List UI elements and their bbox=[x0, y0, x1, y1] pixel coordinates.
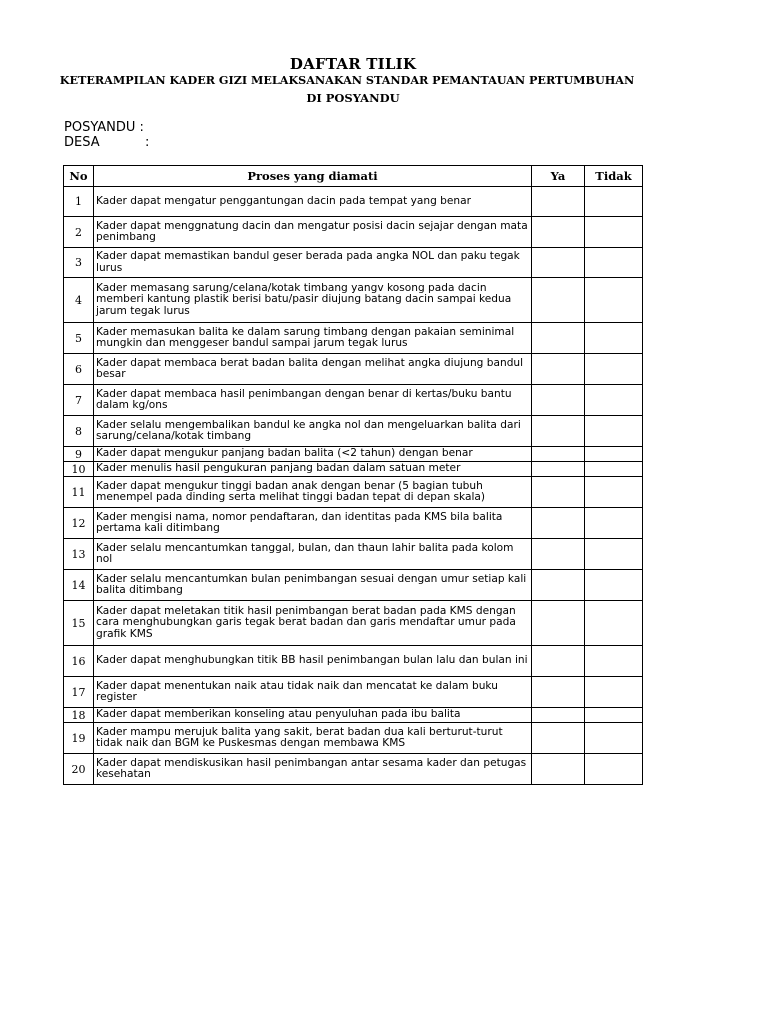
tidak-checkbox-cell[interactable] bbox=[585, 462, 643, 477]
ya-checkbox-cell[interactable] bbox=[532, 217, 585, 248]
row-description: Kader selalu mencantumkan bulan penimbangan sesuai dengan umur setiap kali balita ditimbang bbox=[94, 570, 532, 601]
row-description: Kader dapat memastikan bandul geser berada pada angka NOL dan paku tegak lurus bbox=[94, 248, 532, 278]
document-subtitle bbox=[52, 73, 642, 87]
table-row bbox=[64, 385, 643, 416]
tidak-checkbox-cell[interactable] bbox=[585, 570, 643, 601]
tidak-checkbox-cell[interactable] bbox=[585, 447, 643, 462]
row-number: 16 bbox=[64, 646, 94, 677]
table-row bbox=[64, 323, 643, 354]
desa-label: DESA bbox=[64, 135, 100, 150]
table-row bbox=[64, 447, 643, 462]
row-description: Kader dapat menghubungkan titik BB hasil penimbangan bulan lalu dan bulan ini bbox=[94, 646, 532, 677]
table-row bbox=[64, 508, 643, 539]
row-description: Kader dapat mengatur penggantungan dacin pada tempat yang benar bbox=[94, 187, 532, 217]
header-tidak: Tidak bbox=[585, 166, 643, 187]
ya-checkbox-cell[interactable] bbox=[532, 601, 585, 646]
tidak-checkbox-cell[interactable] bbox=[585, 187, 643, 217]
table-row bbox=[64, 723, 643, 754]
row-description: Kader dapat mengukur tinggi badan anak dengan benar (5 bagian tubuh menempel pada dinding serta melihat tinggi badan tepat di depan skala) bbox=[94, 477, 532, 508]
tidak-checkbox-cell[interactable] bbox=[585, 723, 643, 754]
ya-checkbox-cell[interactable] bbox=[532, 416, 585, 447]
ya-checkbox-cell[interactable] bbox=[532, 187, 585, 217]
checklist-table bbox=[63, 165, 643, 785]
table-row bbox=[64, 570, 643, 601]
row-description: Kader selalu mencantumkan tanggal, bulan, dan thaun lahir balita pada kolom nol bbox=[94, 539, 532, 570]
tidak-checkbox-cell[interactable] bbox=[585, 708, 643, 723]
ya-checkbox-cell[interactable] bbox=[532, 677, 585, 708]
posyandu-label: POSYANDU : bbox=[64, 120, 144, 135]
row-number: 14 bbox=[64, 570, 94, 601]
table-header-row bbox=[64, 166, 643, 187]
table-row bbox=[64, 462, 643, 477]
row-description: Kader mampu merujuk balita yang sakit, berat badan dua kali berturut-turut tidak naik dan BGM ke Puskesmas dengan membawa KMS bbox=[94, 723, 532, 754]
tidak-checkbox-cell[interactable] bbox=[585, 248, 643, 278]
row-number: 13 bbox=[64, 539, 94, 570]
header-ya: Ya bbox=[532, 166, 585, 187]
ya-checkbox-cell[interactable] bbox=[532, 754, 585, 785]
ya-checkbox-cell[interactable] bbox=[532, 278, 585, 323]
table-row bbox=[64, 601, 643, 646]
table-row bbox=[64, 278, 643, 323]
row-description: Kader dapat mendiskusikan hasil penimbangan antar sesama kader dan petugas kesehatan bbox=[94, 754, 532, 785]
row-number: 20 bbox=[64, 754, 94, 785]
table-row bbox=[64, 354, 643, 385]
row-description: Kader memasang sarung/celana/kotak timbang yangv kosong pada dacin memberi kantung plastik berisi batu/pasir diujung batang dacin sampai kedua jarum tegak lurus bbox=[94, 278, 532, 323]
tidak-checkbox-cell[interactable] bbox=[585, 508, 643, 539]
row-description: Kader menulis hasil pengukuran panjang badan dalam satuan meter bbox=[94, 462, 532, 477]
row-description: Kader dapat meletakan titik hasil penimbangan berat badan pada KMS dengan cara menghubungkan garis tegak berat badan dan garis mendaftar umur pada grafik KMS bbox=[94, 601, 532, 646]
ya-checkbox-cell[interactable] bbox=[532, 539, 585, 570]
ya-checkbox-cell[interactable] bbox=[532, 570, 585, 601]
row-description: Kader dapat membaca hasil penimbangan dengan benar di kertas/buku bantu dalam kg/ons bbox=[94, 385, 532, 416]
tidak-checkbox-cell[interactable] bbox=[585, 416, 643, 447]
header-no: No bbox=[64, 166, 94, 187]
tidak-checkbox-cell[interactable] bbox=[585, 354, 643, 385]
desa-colon: : bbox=[145, 135, 150, 150]
row-description: Kader dapat menggnatung dacin dan mengatur posisi dacin sejajar dengan mata penimbang bbox=[94, 217, 532, 248]
ya-checkbox-cell[interactable] bbox=[532, 477, 585, 508]
table-row bbox=[64, 416, 643, 447]
tidak-checkbox-cell[interactable] bbox=[585, 754, 643, 785]
row-number: 12 bbox=[64, 508, 94, 539]
document-subtitle-line2: DI POSYANDU bbox=[306, 91, 400, 105]
row-description: Kader mengisi nama, nomor pendaftaran, dan identitas pada KMS bila balita pertama kali ditimbang bbox=[94, 508, 532, 539]
table-row bbox=[64, 754, 643, 785]
row-description: Kader dapat menentukan naik atau tidak naik dan mencatat ke dalam buku register bbox=[94, 677, 532, 708]
header-proses: Proses yang diamati bbox=[94, 166, 532, 187]
table-row bbox=[64, 217, 643, 248]
tidak-checkbox-cell[interactable] bbox=[585, 601, 643, 646]
desa-field bbox=[64, 135, 150, 150]
ya-checkbox-cell[interactable] bbox=[532, 354, 585, 385]
table-row bbox=[64, 708, 643, 723]
ya-checkbox-cell[interactable] bbox=[532, 723, 585, 754]
row-number: 6 bbox=[64, 354, 94, 385]
row-number: 8 bbox=[64, 416, 94, 447]
row-number: 4 bbox=[64, 278, 94, 323]
table-row bbox=[64, 248, 643, 278]
row-description: Kader selalu mengembalikan bandul ke angka nol dan mengeluarkan balita dari sarung/celana/kotak timbang bbox=[94, 416, 532, 447]
table-row bbox=[64, 677, 643, 708]
table-row bbox=[64, 187, 643, 217]
ya-checkbox-cell[interactable] bbox=[532, 447, 585, 462]
document-title: DAFTAR TILIK bbox=[289, 55, 417, 73]
row-number: 3 bbox=[64, 248, 94, 278]
tidak-checkbox-cell[interactable] bbox=[585, 677, 643, 708]
table-row bbox=[64, 539, 643, 570]
row-description: Kader dapat mengukur panjang badan balita (<2 tahun) dengan benar bbox=[94, 447, 532, 462]
row-number: 10 bbox=[64, 462, 94, 477]
row-number: 2 bbox=[64, 217, 94, 248]
tidak-checkbox-cell[interactable] bbox=[585, 385, 643, 416]
ya-checkbox-cell[interactable] bbox=[532, 508, 585, 539]
tidak-checkbox-cell[interactable] bbox=[585, 646, 643, 677]
tidak-checkbox-cell[interactable] bbox=[585, 477, 643, 508]
tidak-checkbox-cell[interactable] bbox=[585, 323, 643, 354]
row-number: 15 bbox=[64, 601, 94, 646]
row-number: 1 bbox=[64, 187, 94, 217]
row-number: 11 bbox=[64, 477, 94, 508]
document-subtitle-text: KETERAMPILAN KADER GIZI MELAKSANAKAN STANDAR PEMANTAUAN PERTUMBUHAN bbox=[59, 73, 635, 87]
row-description: Kader dapat membaca berat badan balita dengan melihat angka diujung bandul besar bbox=[94, 354, 532, 385]
row-number: 5 bbox=[64, 323, 94, 354]
ya-checkbox-cell[interactable] bbox=[532, 708, 585, 723]
row-number: 19 bbox=[64, 723, 94, 754]
row-number: 9 bbox=[64, 447, 94, 462]
ya-checkbox-cell[interactable] bbox=[532, 462, 585, 477]
tidak-checkbox-cell[interactable] bbox=[585, 539, 643, 570]
ya-checkbox-cell[interactable] bbox=[532, 248, 585, 278]
ya-checkbox-cell[interactable] bbox=[532, 323, 585, 354]
tidak-checkbox-cell[interactable] bbox=[585, 217, 643, 248]
table-row bbox=[64, 646, 643, 677]
table-row bbox=[64, 477, 643, 508]
tidak-checkbox-cell[interactable] bbox=[585, 278, 643, 323]
row-number: 7 bbox=[64, 385, 94, 416]
row-number: 17 bbox=[64, 677, 94, 708]
posyandu-field bbox=[64, 120, 144, 135]
ya-checkbox-cell[interactable] bbox=[532, 646, 585, 677]
row-number: 18 bbox=[64, 708, 94, 723]
ya-checkbox-cell[interactable] bbox=[532, 385, 585, 416]
row-description: Kader memasukan balita ke dalam sarung timbang dengan pakaian seminimal mungkin dan menggeser bandul sampai jarum tegak lurus bbox=[94, 323, 532, 354]
row-description: Kader dapat memberikan konseling atau penyuluhan pada ibu balita bbox=[94, 708, 532, 723]
